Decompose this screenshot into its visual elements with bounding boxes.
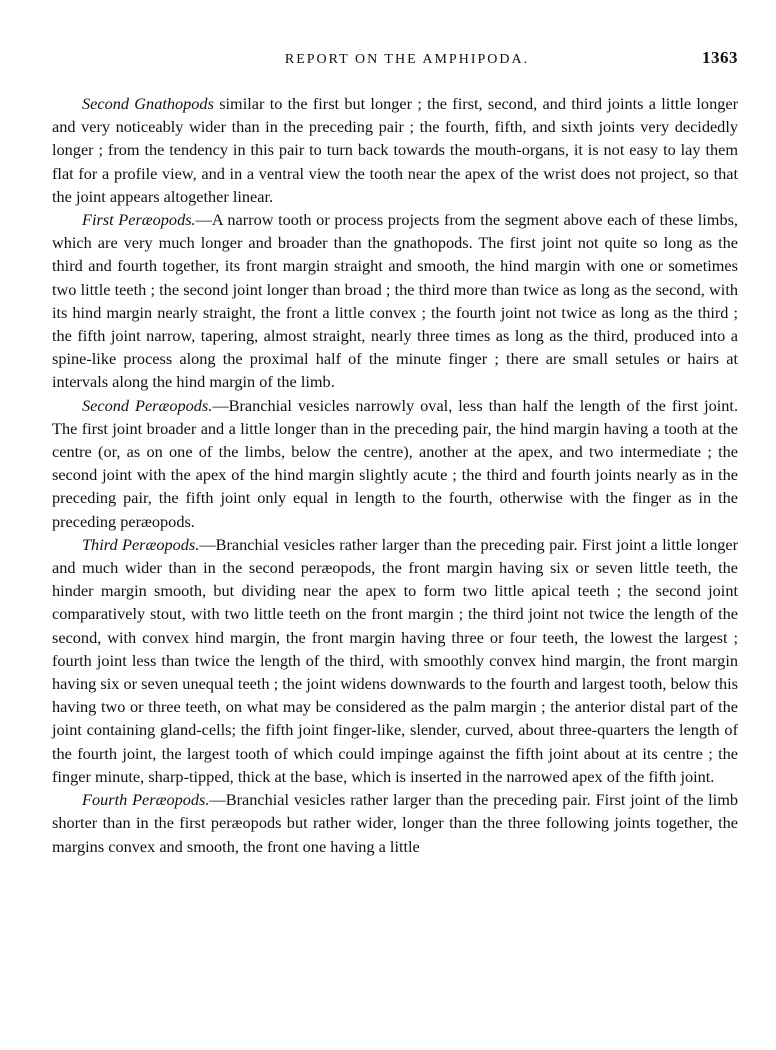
page-number: 1363 [702,48,738,67]
paragraph-second-gnathopods [52,92,738,208]
paragraph-text: similar to the first but longer ; the first, second, and third joints a little longer and very noticeably wider than in the preceding pair ; the fourth, fifth, and sixth joints very decidedly longer ; from the tendency in this pair to turn back towards the mouth-organs, it is not easy to lay them flat for a profile view, and in a ventral view the tooth near the apex of the wrist does not project, so that the joint appears altogether linear. [52,94,739,206]
paragraph-lead: Third Peræopods. [82,534,200,554]
paragraph-lead: Second Peræopods. [82,395,213,415]
paragraph-first-peraeopods [52,208,738,394]
paragraph-second-peraeopods [52,394,738,533]
running-head: REPORT ON THE AMPHIPODA. [284,52,530,67]
paragraph-lead: First Peræopods. [82,210,196,230]
paragraph-fourth-peraeopods [52,788,738,858]
paragraph-text: —Branchial vesicles narrowly oval, less than half the length of the first joint. The first joint broader and a little longer than in the preceding pair, the hind margin having a tooth at the centre (or, as on one of the limbs, below the centre), another at the apex, and two intermediate ; the second joint with the apex of the hind margin slightly acute ; the third and fourth joints nearly as in the preceding pair, the fifth joint only equal in length to the fourth, otherwise with the finger as in the preceding peræopods. [52,395,739,531]
paragraph-third-peraeopods [52,533,738,788]
page-header [52,48,738,78]
paragraph-lead: Fourth Peræopods. [82,790,210,810]
paragraph-text: —Branchial vesicles rather larger than the preceding pair. First joint of the limb shorter than in the first peræopods but rather wider, longer than the three following joints together, the margins convex and smooth, the front one having a little [52,790,738,856]
paragraph-lead: Second Gnathopods [82,94,214,113]
paragraph-text: —Branchial vesicles rather larger than the preceding pair. First joint a little longer and much wider than in the second peræopods, the front margin having six or seven little teeth, the hinder margin smooth, but dividing near the apex to form two little apical teeth ; the second joint comparatively stout, with two little teeth on the front margin ; the third joint not twice the length of the second, with convex hind margin, the front margin having three or four teeth, the lowest the largest ; fourth joint less than twice the length of the third, with smoothly convex hind margin, the front margin having six or seven unequal teeth ; the joint widens downwards to the fourth and largest tooth, below this having two or three teeth, on what may be considered as the palm margin ; the anterior distal part of the joint containing gland-cells; the fifth joint finger-like, slender, curved, about three-quarters the length of the fourth joint, the largest tooth of which could impinge against the fifth joint about at its centre ; the finger minute, sharp-tipped, thick at the base, which is inserted in the narrowed apex of the fifth joint. [52,534,739,786]
paragraph-text: —A narrow tooth or process projects from the segment above each of these limbs, which are very much longer and broader than the gnathopods. The first joint not quite so long as the third and fourth together, its front margin straight and smooth, the hind margin with one or sometimes two little teeth ; the second joint longer than broad ; the third more than twice as long as the second, with its hind margin nearly straight, the front a little convex ; the fourth joint not twice as long as the third ; the fifth joint narrow, tapering, almost straight, nearly three times as long as the third, produced into a spine-like process along the proximal half of the minute finger ; there are small setules or hairs at intervals along the hind margin of the limb. [52,210,739,392]
